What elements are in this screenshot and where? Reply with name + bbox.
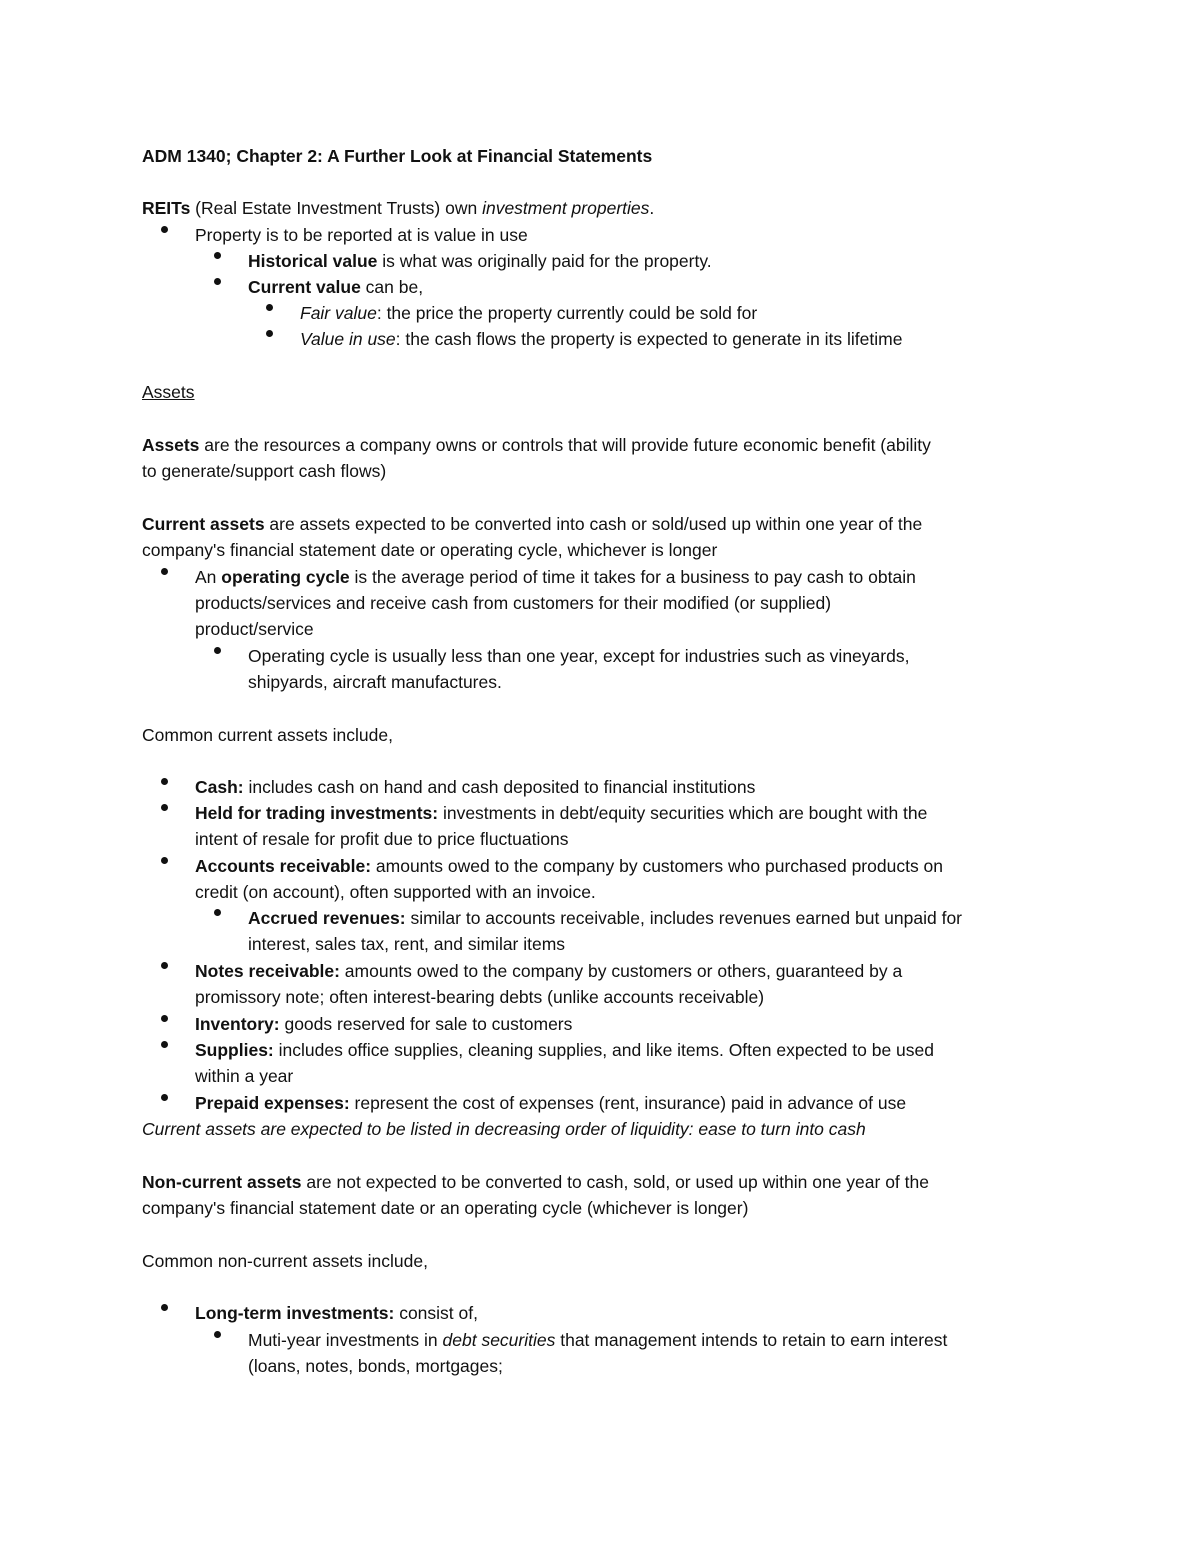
assets-term: Assets bbox=[142, 435, 200, 455]
bullet-icon bbox=[214, 1331, 221, 1338]
long-term-investments-item: Long-term investments: consist of, bbox=[195, 1303, 478, 1323]
bullet-icon bbox=[161, 1041, 168, 1048]
bullet-icon bbox=[161, 568, 168, 575]
assets-def-text: are the resources a company owns or controls that will provide future economic benefit (ability bbox=[199, 435, 931, 455]
current-assets-line2: company's financial statement date or operating cycle, whichever is longer bbox=[142, 540, 718, 560]
cash-item: Cash: includes cash on hand and cash deposited to financial institutions bbox=[195, 777, 756, 797]
reits-bullet-property bbox=[195, 224, 528, 246]
reits-period: . bbox=[649, 198, 655, 218]
bullet-icon bbox=[161, 1094, 168, 1101]
bullet-icon bbox=[266, 330, 273, 337]
value-in-use-text: : the cash flows the property is expected to generate in its lifetime bbox=[395, 329, 903, 349]
long-term-investments-term: Long-term investments: bbox=[195, 1303, 395, 1323]
historical-value-term: Historical value bbox=[248, 251, 378, 271]
bullet-icon bbox=[161, 1015, 168, 1022]
current-value-item bbox=[248, 276, 423, 298]
historical-value-text: is what was originally paid for the property. bbox=[377, 251, 712, 271]
accounts-receivable-line2: credit (on account), often supported with an invoice. bbox=[195, 882, 596, 902]
assets-heading bbox=[142, 381, 195, 403]
inventory-item: Inventory: goods reserved for sale to customers bbox=[195, 1014, 573, 1034]
operating-cycle-line1: An operating cycle is the average period of time it takes for a business to pay cash to obtain bbox=[195, 567, 916, 587]
document-title bbox=[142, 145, 652, 167]
bullet-icon bbox=[161, 962, 168, 969]
notes-receivable-line2: promissory note; often interest-bearing debts (unlike accounts receivable) bbox=[195, 987, 765, 1007]
historical-value-item bbox=[248, 250, 712, 272]
operating-cycle-sub-line2: shipyards, aircraft manufactures. bbox=[248, 672, 502, 692]
trading-investments-line2: intent of resale for profit due to price fluctuations bbox=[195, 829, 569, 849]
operating-cycle-line2: products/services and receive cash from customers for their modified (or supplied) bbox=[195, 593, 832, 613]
assets-definition-line1 bbox=[142, 434, 931, 456]
noncurrent-assets-line2: company's financial statement date or an operating cycle (whichever is longer) bbox=[142, 1198, 749, 1218]
value-in-use-term: Value in use bbox=[300, 329, 396, 349]
bullet-icon bbox=[214, 252, 221, 259]
bullet-icon bbox=[214, 278, 221, 285]
liquidity-note: Current assets are expected to be listed in decreasing order of liquidity: ease to turn into cash bbox=[142, 1119, 866, 1139]
reits-text: (Real Estate Investment Trusts) own bbox=[190, 198, 483, 218]
property-text: Property is to be reported at is value in use bbox=[195, 225, 528, 245]
accrued-revenues-line2: interest, sales tax, rent, and similar items bbox=[248, 934, 566, 954]
bullet-icon bbox=[266, 304, 273, 311]
prepaid-expenses-item: Prepaid expenses: represent the cost of expenses (rent, insurance) paid in advance of use bbox=[195, 1093, 907, 1113]
current-value-term: Current value bbox=[248, 277, 361, 297]
multi-year-investments-line2: (loans, notes, bonds, mortgages; bbox=[248, 1356, 503, 1376]
assets-heading-text: Assets bbox=[142, 382, 195, 402]
title-text: ADM 1340; Chapter 2: A Further Look at Financial Statements bbox=[142, 146, 653, 166]
noncurrent-assets-line1: Non-current assets are not expected to be converted to cash, sold, or used up within one year of the bbox=[142, 1172, 929, 1192]
supplies-term: Supplies: bbox=[195, 1040, 274, 1060]
bullet-icon bbox=[214, 909, 221, 916]
value-in-use-item bbox=[300, 328, 902, 350]
inventory-term: Inventory: bbox=[195, 1014, 280, 1034]
assets-definition-line2: to generate/support cash flows) bbox=[142, 461, 387, 481]
bullet-icon bbox=[161, 804, 168, 811]
bullet-icon bbox=[214, 647, 221, 654]
notes-receivable-term: Notes receivable: bbox=[195, 961, 340, 981]
common-current-heading: Common current assets include, bbox=[142, 725, 393, 745]
reits-term: REITs bbox=[142, 198, 191, 218]
operating-cycle-line3: product/service bbox=[195, 619, 314, 639]
accrued-revenues-term: Accrued revenues: bbox=[248, 908, 406, 928]
cash-term: Cash: bbox=[195, 777, 244, 797]
trading-investments-term: Held for trading investments: bbox=[195, 803, 439, 823]
reits-intro bbox=[142, 197, 654, 219]
fair-value-text: : the price the property currently could be sold for bbox=[376, 303, 758, 323]
current-assets-term: Current assets bbox=[142, 514, 265, 534]
current-value-text: can be, bbox=[360, 277, 424, 297]
common-noncurrent-heading: Common non-current assets include, bbox=[142, 1251, 428, 1271]
trading-investments-line1: Held for trading investments: investments in debt/equity securities which are bought with the bbox=[195, 803, 928, 823]
accounts-receivable-term: Accounts receivable: bbox=[195, 856, 372, 876]
debt-securities-term: debt securities bbox=[442, 1330, 556, 1350]
notes-receivable-line1: Notes receivable: amounts owed to the company by customers or others, guaranteed by a bbox=[195, 961, 903, 981]
supplies-line2: within a year bbox=[195, 1066, 294, 1086]
reits-emphasis: investment properties bbox=[482, 198, 650, 218]
accrued-revenues-line1: Accrued revenues: similar to accounts receivable, includes revenues earned but unpaid for bbox=[248, 908, 963, 928]
supplies-line1: Supplies: includes office supplies, cleaning supplies, and like items. Often expected to be used bbox=[195, 1040, 934, 1060]
fair-value-term: Fair value bbox=[300, 303, 377, 323]
accounts-receivable-line1: Accounts receivable: amounts owed to the company by customers who purchased products on bbox=[195, 856, 944, 876]
prepaid-expenses-term: Prepaid expenses: bbox=[195, 1093, 350, 1113]
multi-year-investments-line1: Muti-year investments in debt securities that management intends to retain to earn interest bbox=[248, 1330, 948, 1350]
noncurrent-assets-term: Non-current assets bbox=[142, 1172, 302, 1192]
operating-cycle-sub-line1: Operating cycle is usually less than one year, except for industries such as vineyards, bbox=[248, 646, 910, 666]
bullet-icon bbox=[161, 1304, 168, 1311]
bullet-icon bbox=[161, 226, 168, 233]
current-assets-line1: Current assets are assets expected to be converted into cash or sold/used up within one year of the bbox=[142, 514, 923, 534]
fair-value-item bbox=[300, 302, 757, 324]
bullet-icon bbox=[161, 857, 168, 864]
operating-cycle-term: operating cycle bbox=[221, 567, 350, 587]
bullet-icon bbox=[161, 778, 168, 785]
